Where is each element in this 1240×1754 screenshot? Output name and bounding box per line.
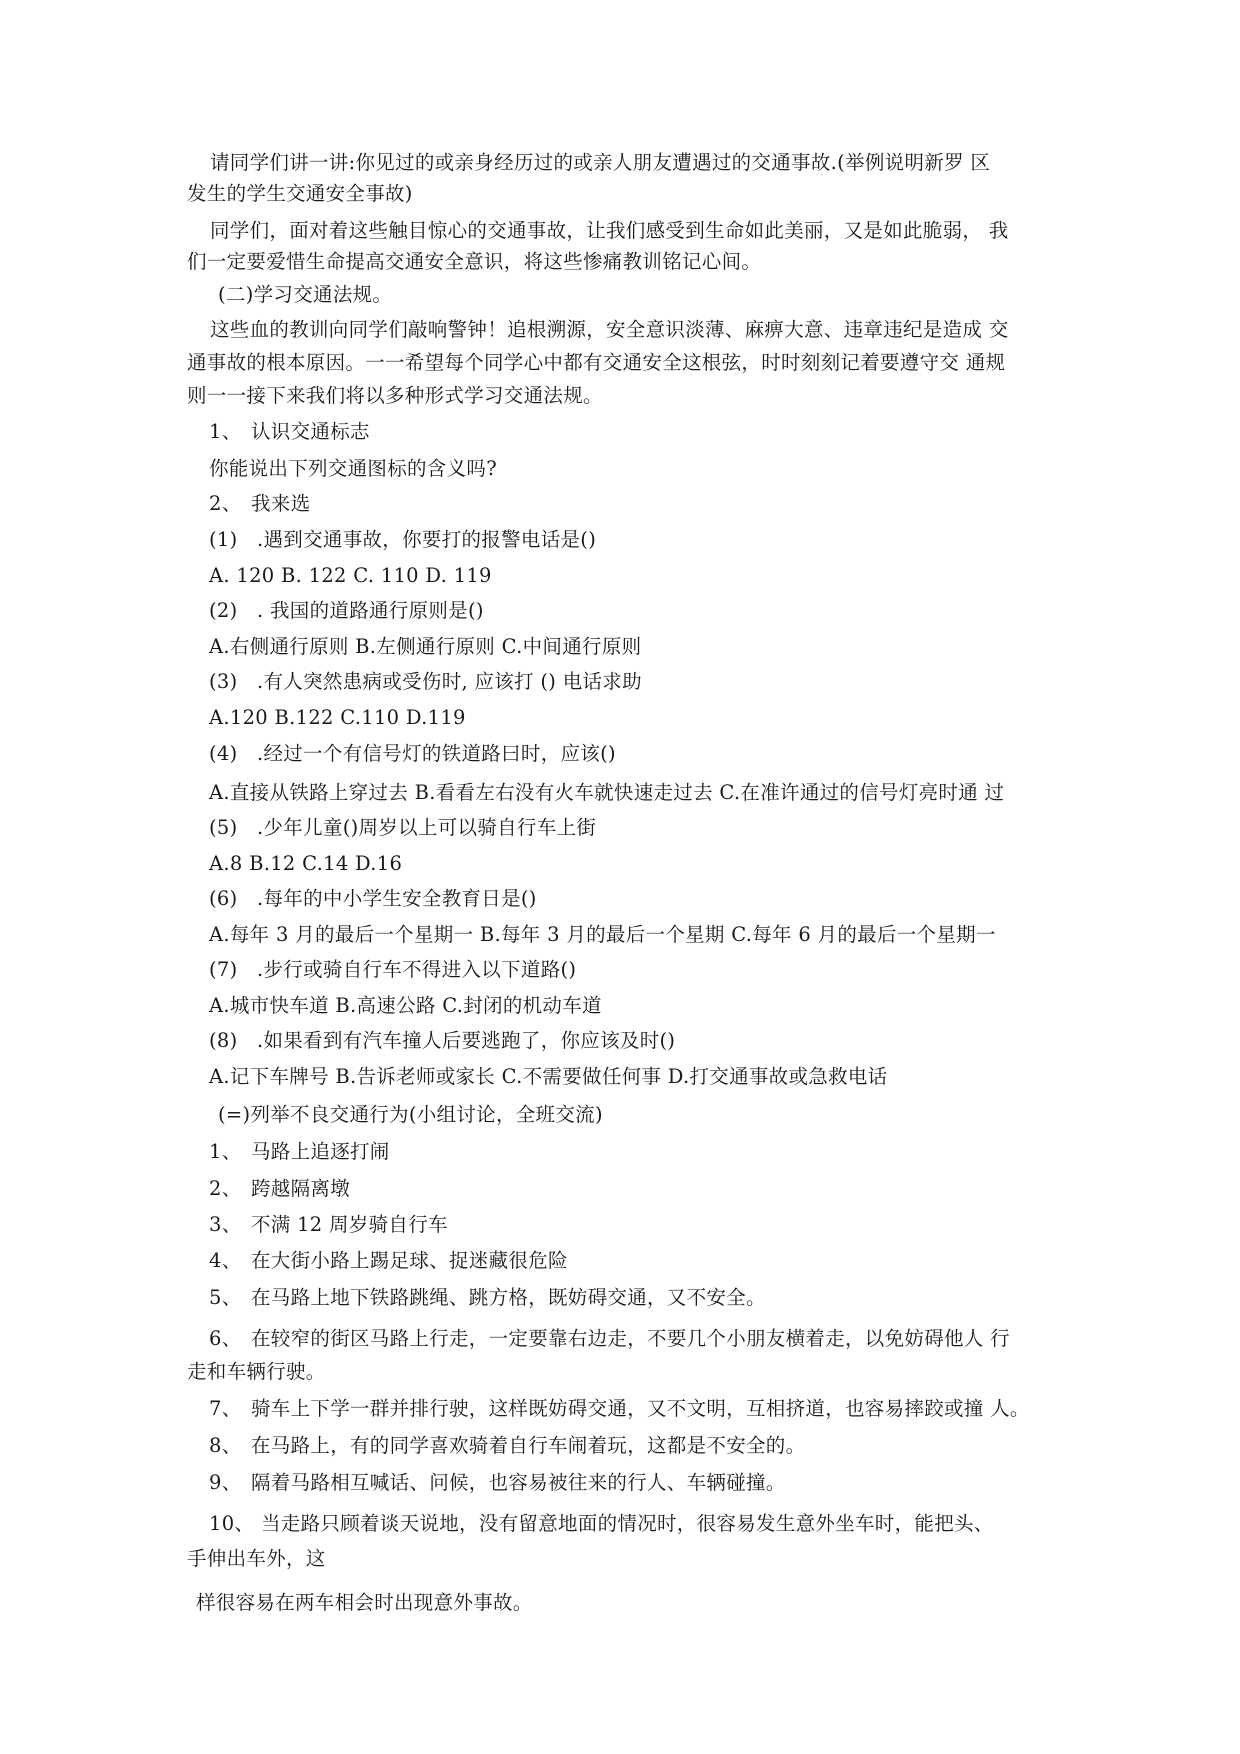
question (209, 526, 596, 554)
question-options: A.城市快车道 B.高速公路 C.封闭的机动车道 (209, 994, 602, 1017)
list-number: 9、 (209, 1471, 242, 1494)
list-item (209, 1175, 350, 1203)
list-item (209, 1510, 994, 1538)
list-number: 10、 (209, 1512, 255, 1535)
question-number: (3) (209, 670, 238, 693)
list-item (209, 490, 310, 518)
list-text: 在较窄的街区马路上行走，一定要靠右边走，不要几个小朋友横着走，以免妨碍他人 行 (251, 1327, 1010, 1350)
question (209, 956, 576, 984)
question-options: A.120 B.122 C.110 D.119 (209, 706, 466, 729)
question-text: . 我国的道路通行原则是() (257, 599, 484, 622)
list-text: 在大街小路上踢足球、捉迷藏很危险 (251, 1249, 568, 1272)
question-number: (4) (209, 742, 238, 765)
question (209, 597, 484, 625)
list-number: 2、 (209, 492, 242, 515)
list-item-continuation: 手伸出车外，这 (187, 1547, 326, 1570)
list-text: 当走路只顾着谈天说地，没有留意地面的情况时，很容易发生意外坐车时，能把头、 (261, 1512, 994, 1535)
question-text: .每年的中小学生安全教育日是() (257, 887, 537, 910)
question (209, 740, 616, 768)
list-number: 1、 (209, 1140, 242, 1163)
list-item-continuation: 样很容易在两车相会时出现意外事故。 (196, 1591, 533, 1614)
paragraph-line: 请同学们讲一讲:你见过的或亲身经历过的或亲人朋友遭遇过的交通事故.(举例说明新罗 区 (210, 151, 991, 174)
section-heading: (=)列举不良交通行为(小组讨论，全班交流) (218, 1103, 603, 1126)
question-text: .步行或骑自行车不得进入以下道路() (257, 958, 577, 981)
list-item (209, 1432, 805, 1460)
question-options: A. 120 B. 122 C. 110 D. 119 (209, 564, 492, 587)
question-number: (2) (209, 599, 238, 622)
paragraph-line: 这些血的教训向同学们敲响警钟！追根溯源，安全意识淡薄、麻痹大意、违章违纪是造成 交 (210, 318, 1009, 341)
question-number: (5) (209, 816, 238, 839)
list-number: 4、 (209, 1249, 242, 1272)
paragraph-line: 同学们，面对着这些触目惊心的交通事故，让我们感受到生命如此美丽，又是如此脆弱， 我 (210, 219, 1009, 242)
list-item (209, 1325, 1010, 1353)
list-item-continuation: 走和车辆行驶。 (187, 1360, 326, 1383)
list-number: 1、 (209, 420, 242, 443)
question-options: A.右侧通行原则 B.左侧通行原则 C.中间通行原则 (209, 635, 642, 658)
question-options: A.直接从铁路上穿过去 B.看看左右没有火车就快速走过去 C.在准许通过的信号灯亮时通 过 (209, 781, 1005, 804)
question-text: .有人突然患病或受伤时, 应该打 () 电话求助 (257, 670, 642, 693)
question-options: A.每年 3 月的最后一个星期一 B.每年 3 月的最后一个星期 C.每年 6 月的最后一个星期一 (209, 923, 996, 946)
list-text: 在马路上，有的同学喜欢骑着自行车闹着玩，这都是不安全的。 (251, 1434, 806, 1457)
list-text: 我来选 (251, 492, 311, 515)
list-item (209, 1247, 568, 1275)
list-item (209, 418, 370, 446)
question (209, 814, 596, 842)
paragraph-line: 则一一接下来我们将以多种形式学习交通法规。 (187, 384, 603, 407)
question-options: A.8 B.12 C.14 D.16 (209, 852, 403, 875)
question-text: .经过一个有信号灯的铁道路曰时，应该() (257, 742, 616, 765)
list-item (209, 1395, 1030, 1423)
list-number: 3、 (209, 1213, 242, 1236)
list-number: 2、 (209, 1177, 242, 1200)
list-text: 认识交通标志 (251, 420, 370, 443)
list-text: 骑车上下学一群并排行驶，这样既妨碍交通，又不文明，互相挤道，也容易摔跤或撞 人。 (251, 1397, 1030, 1420)
list-number: 6、 (209, 1327, 242, 1350)
list-item (209, 1284, 766, 1312)
list-item (209, 1469, 786, 1497)
list-number: 5、 (209, 1286, 242, 1309)
list-number: 7、 (209, 1397, 242, 1420)
question (209, 885, 537, 913)
question-text: .少年儿童()周岁以上可以骑自行车上街 (257, 816, 597, 839)
paragraph-line: 通事故的根本原因。一一希望每个同学心中都有交通安全这根弦，时时刻刻记着要遵守交 通规 (187, 351, 1006, 374)
question (209, 668, 642, 696)
question-text: .遇到交通事故，你要打的报警电话是() (257, 528, 597, 551)
question-number: (8) (209, 1029, 238, 1052)
paragraph-line: 你能说出下列交通图标的含义吗? (209, 457, 497, 480)
list-item (209, 1211, 448, 1239)
list-number: 8、 (209, 1434, 242, 1457)
list-text: 隔着马路相互喊话、问候，也容易被往来的行人、车辆碰撞。 (251, 1471, 786, 1494)
list-text: 不满 12 周岁骑自行车 (251, 1213, 448, 1236)
question (209, 1027, 675, 1055)
list-text: 马路上追逐打闹 (251, 1140, 390, 1163)
paragraph-line: 发生的学生交通安全事故) (187, 182, 413, 205)
question-options: A.记下车牌号 B.告诉老师或家长 C.不需要做任何事 D.打交通事故或急救电话 (209, 1065, 888, 1088)
question-text: .如果看到有汽车撞人后要逃跑了，你应该及时() (257, 1029, 676, 1052)
list-text: 跨越隔离墩 (251, 1177, 351, 1200)
section-heading: (二)学习交通法规。 (218, 283, 393, 306)
list-text: 在马路上地下铁路跳绳、跳方格，既妨碍交通，又不安全。 (251, 1286, 766, 1309)
list-item (209, 1138, 390, 1166)
question-number: (6) (209, 887, 238, 910)
paragraph-line: 们一定要爱惜生命提高交通安全意识，将这些惨痛教训铭记心间。 (187, 250, 762, 273)
question-number: (7) (209, 958, 238, 981)
question-number: (1) (209, 528, 238, 551)
